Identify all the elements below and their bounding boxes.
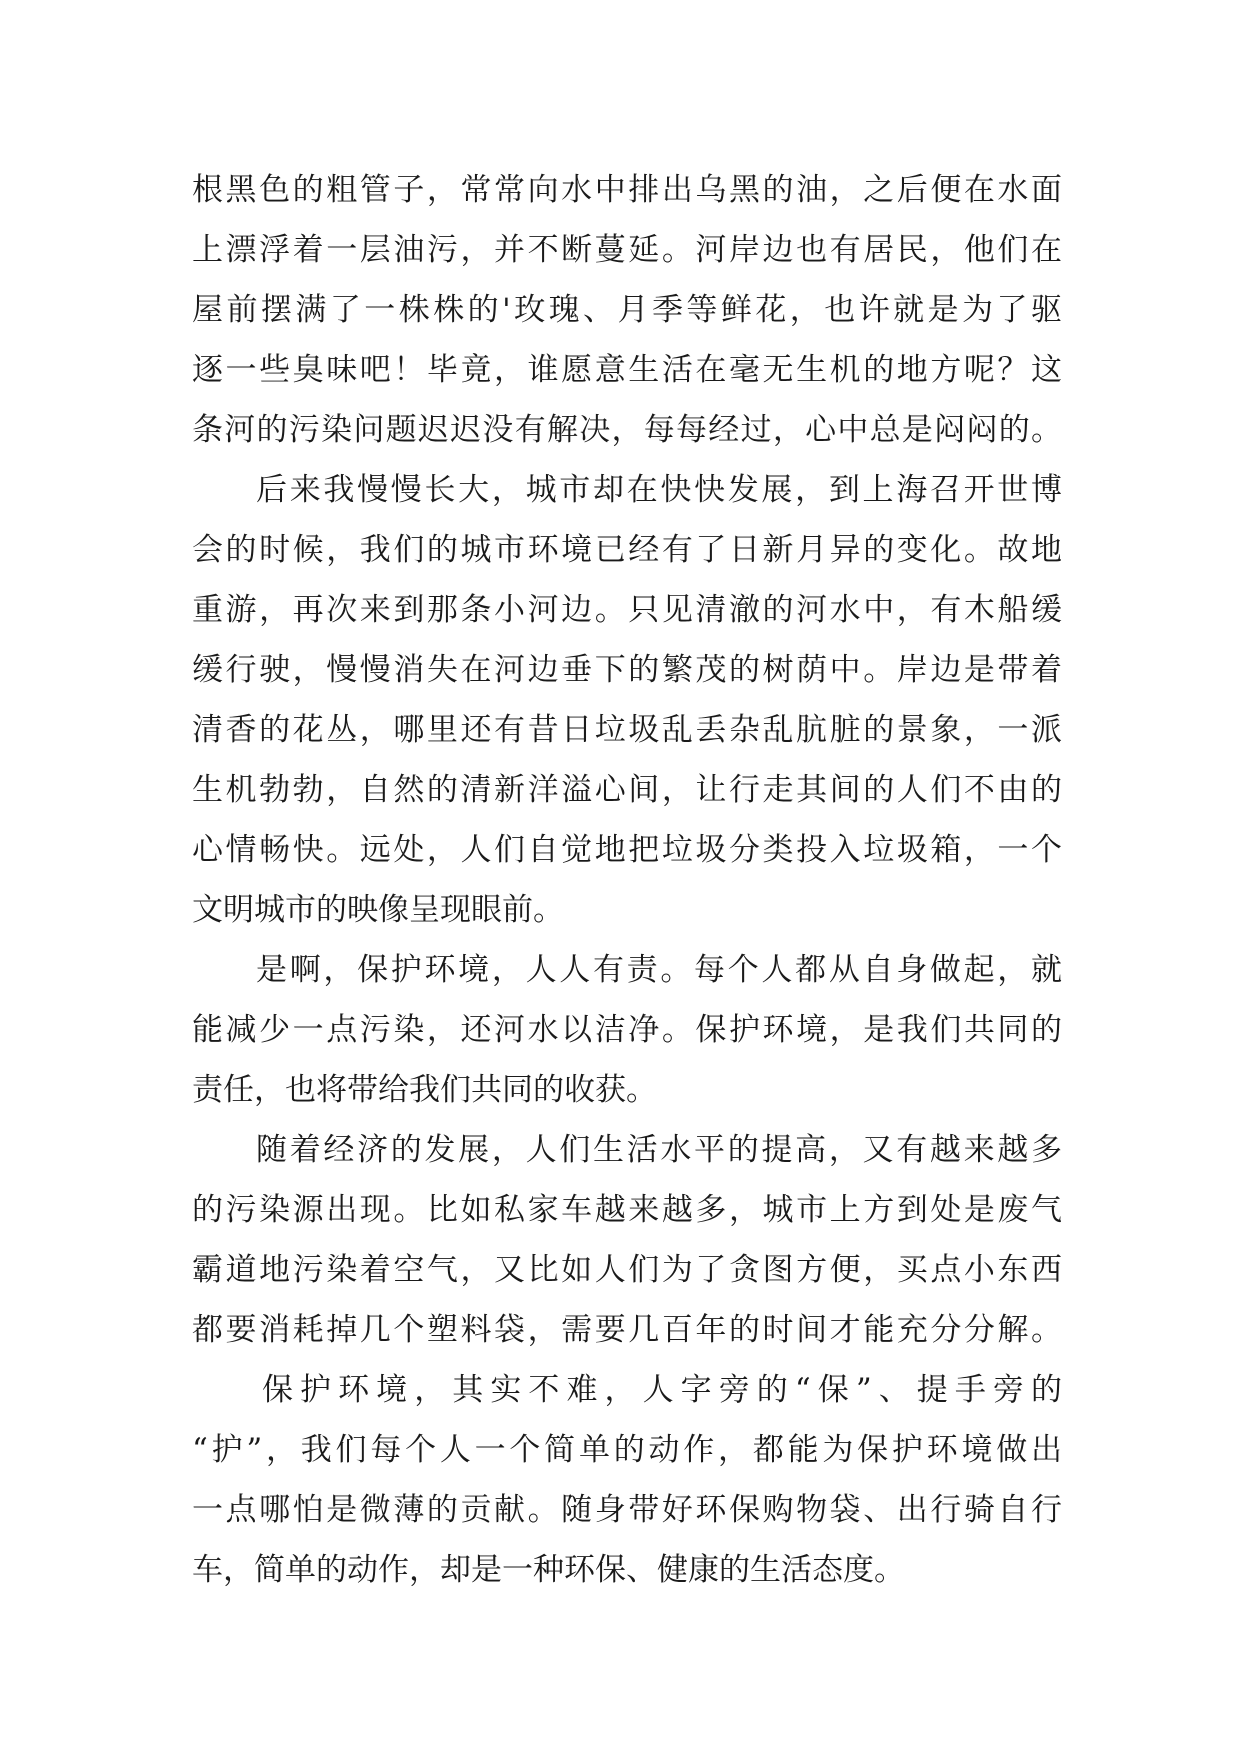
text-line: 根黑色的粗管子，常常向水中排出乌黑的油，之后便在水面 [192,172,1062,208]
paragraph-start-line: 保护环境，其实不难，人字旁的“保”、提手旁的 [262,1372,1062,1408]
text-line: 文明城市的映像呈现眼前。 [192,892,564,928]
text-line: 屋前摆满了一株株的'玫瑰、月季等鲜花，也许就是为了驱 [192,292,1062,328]
paragraph-start-line: 随着经济的发展，人们生活水平的提高，又有越来越多 [256,1132,1062,1168]
text-line: 车，简单的动作，却是一种环保、健康的生活态度。 [192,1552,905,1588]
text-line: 的污染源出现。比如私家车越来越多，城市上方到处是废气 [192,1192,1062,1228]
text-line: 逐一些臭味吧！毕竟，谁愿意生活在毫无生机的地方呢？这 [192,352,1062,388]
paragraph-start-line: 是啊，保护环境，人人有责。每个人都从自身做起，就 [256,952,1062,988]
text-line: 上漂浮着一层油污，并不断蔓延。河岸边也有居民，他们在 [192,232,1062,268]
text-line: 心情畅快。远处，人们自觉地把垃圾分类投入垃圾箱，一个 [192,832,1062,868]
text-line: 能减少一点污染，还河水以洁净。保护环境，是我们共同的 [192,1012,1062,1048]
text-line: “护”，我们每个人一个简单的动作，都能为保护环境做出 [192,1432,1062,1468]
text-line: 缓行驶，慢慢消失在河边垂下的繁茂的树荫中。岸边是带着 [192,652,1062,688]
paragraph-start-line: 后来我慢慢长大，城市却在快快发展，到上海召开世博 [256,472,1062,508]
text-line: 责任，也将带给我们共同的收获。 [192,1072,657,1108]
text-line: 一点哪怕是微薄的贡献。随身带好环保购物袋、出行骑自行 [192,1492,1062,1528]
body-text [192,160,1062,1600]
text-line: 条河的污染问题迟迟没有解决，每每经过，心中总是闷闷的。 [192,412,1062,448]
text-line: 霸道地污染着空气，又比如人们为了贪图方便，买点小东西 [192,1252,1062,1288]
text-line: 清香的花丛，哪里还有昔日垃圾乱丢杂乱肮脏的景象，一派 [192,712,1062,748]
text-line: 生机勃勃，自然的清新洋溢心间，让行走其间的人们不由的 [192,772,1062,808]
text-line: 重游，再次来到那条小河边。只见清澈的河水中，有木船缓 [192,592,1062,628]
text-line: 都要消耗掉几个塑料袋，需要几百年的时间才能充分分解。 [192,1312,1062,1348]
text-line: 会的时候，我们的城市环境已经有了日新月异的变化。故地 [192,532,1062,568]
